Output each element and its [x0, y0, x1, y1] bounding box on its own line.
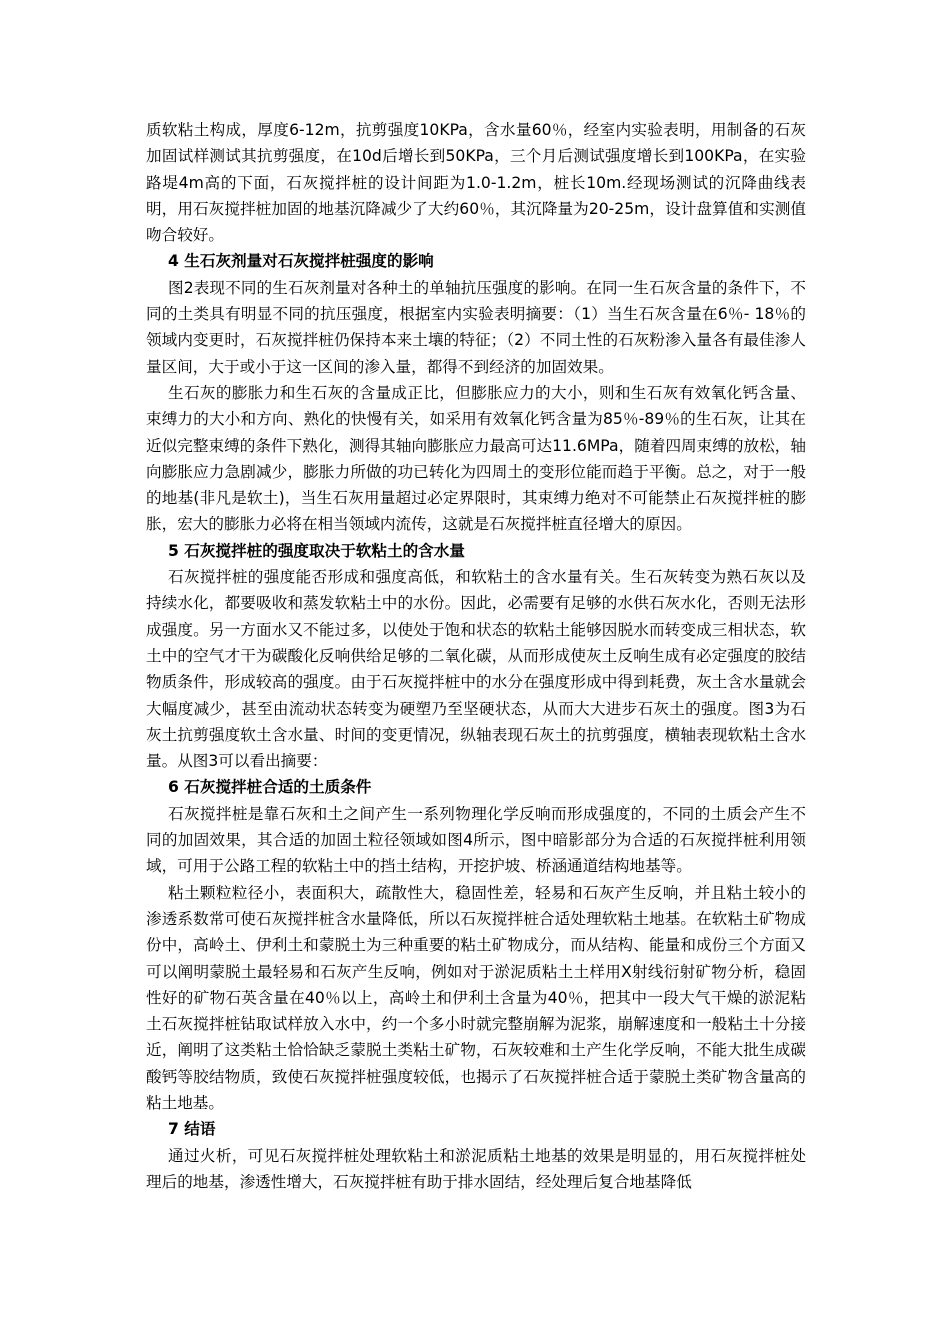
- section-heading-6: 6 石灰搅拌桩合适的土质条件: [168, 778, 372, 797]
- paragraph-intro: 质软粘土构成，厚度6-12m，抗剪强度10KPa，含水量60％，经室内实验表明，用制备的石灰加固试样测试其抗剪强度，在10d后增长到50KPa，三个月后测试强度增长到100KPa，在实验路堤4m高的下面，石灰搅拌桩的设计间距为1.0-1.2m，桩长10m.经现场测试的沉降曲线表明，用石灰搅拌桩加固的地基沉降减少了大约60％，其沉降量为20-25m，设计盘算值和实测值吻合较好。: [146, 121, 806, 245]
- document-page: [146, 117, 806, 1195]
- section-heading-7: 7 结语: [168, 1120, 216, 1139]
- paragraph-6-1: 石灰搅拌桩是靠石灰和土之间产生一系列物理化学反响而形成强度的，不同的土质会产生不同的加固效果，其合适的加固土粒径领域如图4所示，图中暗影部分为合适的石灰搅拌桩利用领域，可用于公路工程的软粘土中的挡土结构，开挖护坡、桥涵通道结构地基等。: [146, 804, 806, 876]
- paragraph-6-2: 粘土颗粒粒径小，表面积大，疏散性大，稳固性差，轻易和石灰产生反响，并且粘土较小的渗透系数常可使石灰搅拌桩含水量降低，所以石灰搅拌桩合适处理软粘土地基。在软粘土矿物成份中，高岭土、伊利土和蒙脱土为三种重要的粘土矿物成分，而从结构、能量和成份三个方面又可以阐明蒙脱土最轻易和石灰产生反响，例如对于淤泥质粘土土样用X射线衍射矿物分析，稳固性好的矿物石英含量在40％以上，高岭土和伊利土含量为40％，把其中一段大气干燥的淤泥粘土石灰搅拌桩钻取试样放入水中，约一个多小时就完整崩解为泥浆，崩解速度和一般粘土十分接近，阐明了这类粘土恰恰缺乏蒙脱土类粘土矿物，石灰较难和土产生化学反响，不能大批生成碳酸钙等胶结物质，致使石灰搅拌桩强度较低，也揭示了石灰搅拌桩合适于蒙脱土类矿物含量高的粘土地基。: [146, 883, 806, 1112]
- paragraph-4-2: 生石灰的膨胀力和生石灰的含量成正比，但膨胀应力的大小，则和生石灰有效氧化钙含量、束缚力的大小和方向、熟化的快慢有关，如采用有效氧化钙含量为85％-89％的生石灰，让其在近似完整束缚的条件下熟化，测得其轴向膨胀应力最高可达11.6MPa，随着四周束缚的放松，轴向膨胀应力急剧减少，膨胀力所做的功已转化为四周土的变形位能而趋于平衡。总之，对于一般的地基(非凡是软土)，当生石灰用量超过必定界限时，其束缚力绝对不可能禁止石灰搅拌桩的膨胀，宏大的膨胀力必将在相当领域内流传，这就是石灰搅拌桩直径增大的原因。: [146, 383, 806, 534]
- section-heading-5: 5 石灰搅拌桩的强度取决于软粘土的含水量: [168, 541, 465, 560]
- paragraph-5-1: 石灰搅拌桩的强度能否形成和强度高低，和软粘土的含水量有关。生石灰转变为熟石灰以及持续水化，都要吸收和蒸发软粘土中的水份。因此，必需要有足够的水供石灰水化，否则无法形成强度。另一方面水又不能过多，以使处于饱和状态的软粘土能够因脱水而转变成三相状态，软土中的空气才干为碳酸化反响供给足够的二氧化碳，从而形成使灰土反响生成有必定强度的胶结物质条件，形成较高的强度。由于石灰搅拌桩中的水分在强度形成中得到耗费，灰土含水量就会大幅度减少，甚至由流动状态转变为硬塑乃至坚硬状态，从而大大进步石灰土的强度。图3为石灰土抗剪强度软土含水量、时间的变更情况，纵轴表现石灰土的抗剪强度，横轴表现软粘土含水量。从图3可以看出摘要：: [146, 568, 806, 771]
- paragraph-4-1: 图2表现不同的生石灰剂量对各种土的单轴抗压强度的影响。在同一生石灰含量的条件下，不同的土类具有明显不同的抗压强度，根据室内实验表明摘要：（1）当生石灰含量在6％- 18％的领域内变更时，石灰搅拌桩仍保持本来土壤的特征；（2）不同土性的石灰粉渗入量各有最佳渗人量区间，大于或小于这一区间的渗入量，都得不到经济的加固效果。: [146, 278, 806, 376]
- paragraph-7-1: 通过火析，可见石灰搅拌桩处理软粘土和淤泥质粘土地基的效果是明显的，用石灰搅拌桩处理后的地基，渗透性增大，石灰搅拌桩有助于排水固结，经处理后复合地基降低: [146, 1146, 806, 1191]
- section-heading-4: 4 生石灰剂量对石灰搅拌桩强度的影响: [168, 252, 434, 271]
